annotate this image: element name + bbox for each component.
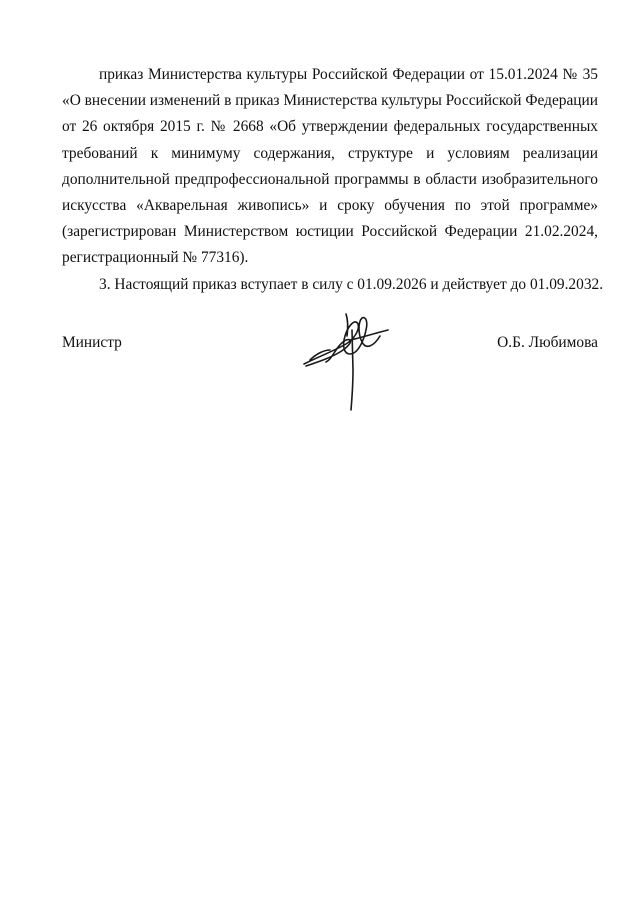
signer-name: О.Б. Любимова	[497, 334, 598, 351]
paragraph-line: от 26 октября 2015 г. № 2668 «Об утверждении федеральных государственных	[62, 118, 598, 136]
paragraph-line: (зарегистрирован Министерством юстиции Российской Федерации 21.02.2024,	[62, 223, 598, 241]
paragraph-line: регистрационный № 77316).	[62, 249, 249, 267]
signer-title: Министр	[62, 334, 122, 351]
paragraph-line: дополнительной предпрофессиональной программы в области изобразительного	[62, 170, 598, 188]
paragraph-line: искусства «Акварельная живопись» и сроку обучения по этой программе»	[62, 197, 598, 215]
paragraph-line: приказ Министерства культуры Российской Федерации от 15.01.2024 № 35	[99, 66, 598, 83]
paragraph-line: «О внесении изменений в приказ Министерства культуры Российской Федерации	[62, 92, 599, 110]
handwritten-signature	[300, 300, 400, 415]
item-3-text: 3. Настоящий приказ вступает в силу с 01.09.2026 и действует до 01.09.2032.	[99, 275, 604, 293]
document-body	[62, 62, 604, 298]
paragraph-line: требований к минимуму содержания, структуре и условиям реализации	[62, 144, 598, 162]
